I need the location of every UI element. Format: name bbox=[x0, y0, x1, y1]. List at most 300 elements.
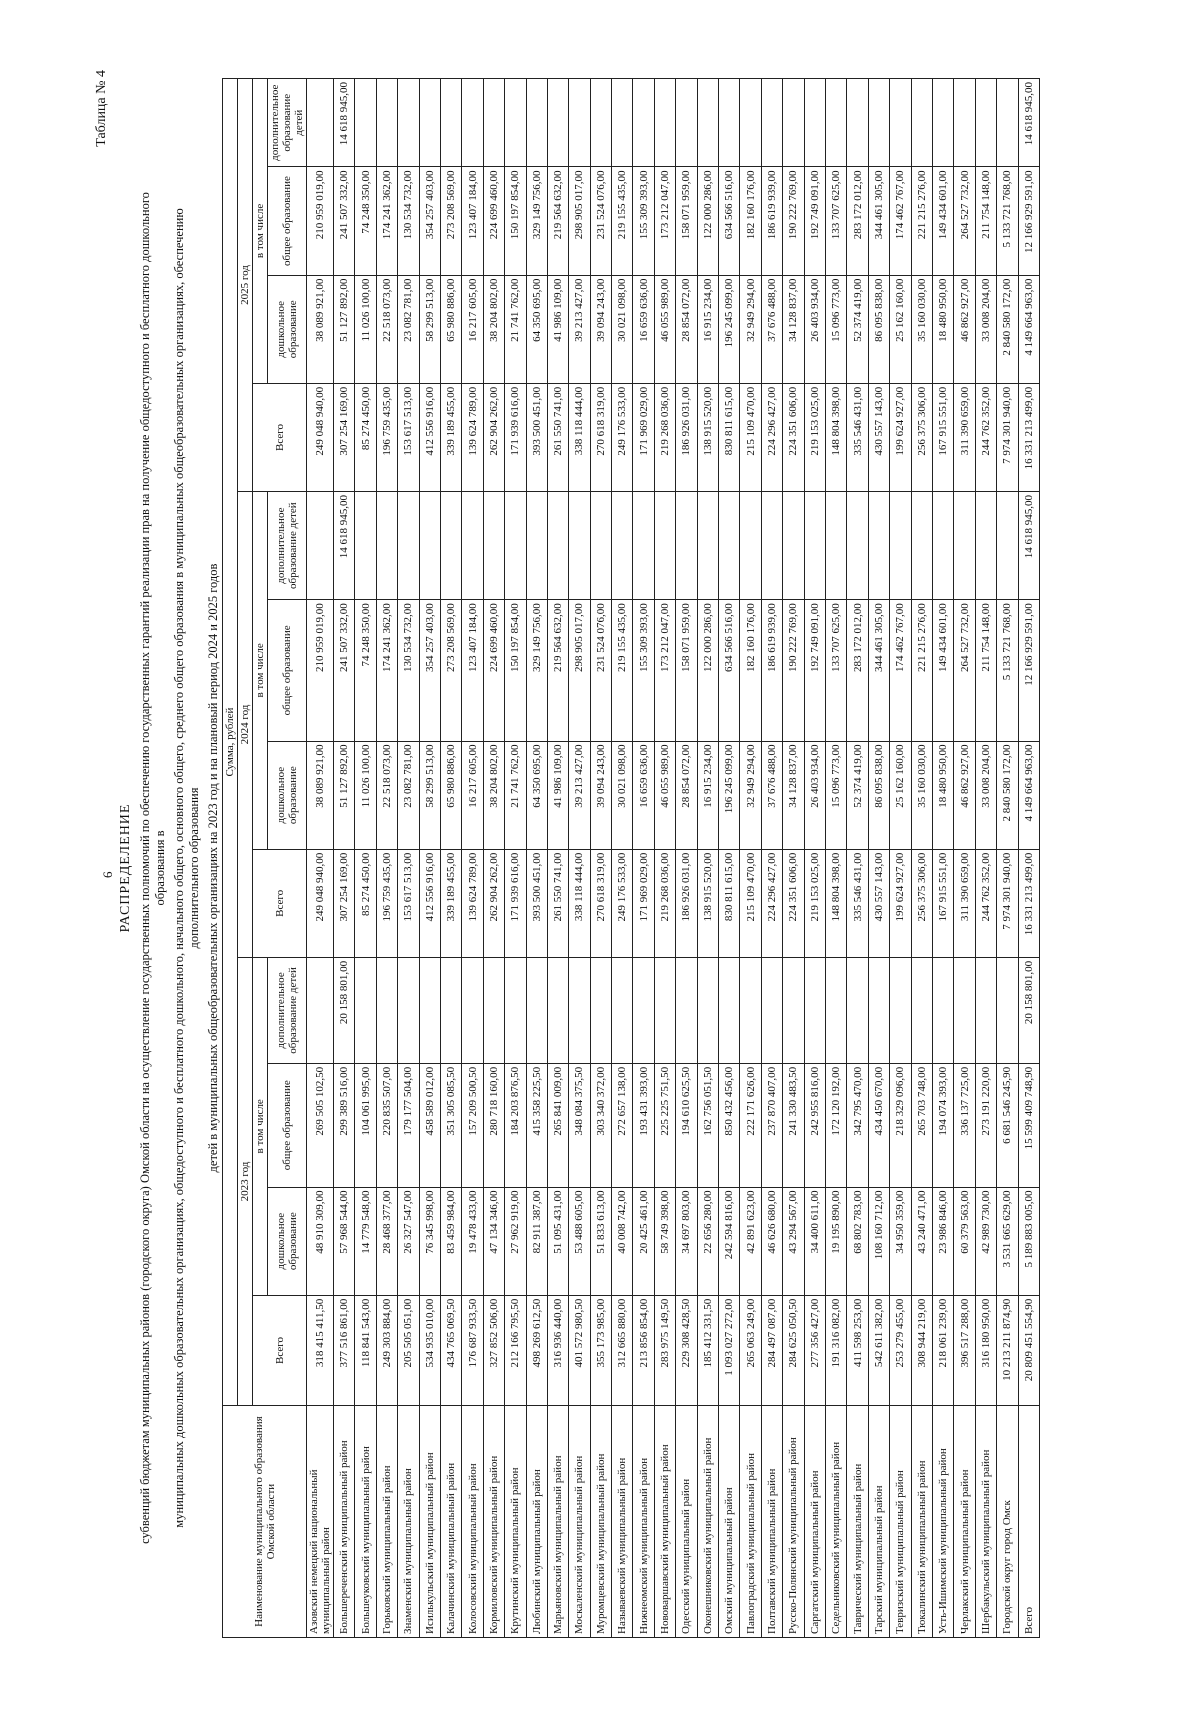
amount-cell bbox=[419, 79, 440, 167]
table-row bbox=[633, 79, 654, 1638]
municipality-name-cell: Одесский муниципальный район bbox=[676, 1406, 697, 1638]
amount-cell bbox=[590, 492, 611, 600]
amount-cell: 38 204 802,00 bbox=[483, 741, 504, 849]
amount-cell bbox=[761, 79, 782, 167]
amount-cell: 284 625 050,50 bbox=[783, 1295, 804, 1405]
municipality-name-cell: Саргатский муниципальный район bbox=[804, 1406, 825, 1638]
amount-cell bbox=[398, 79, 419, 167]
amount-cell bbox=[440, 79, 461, 167]
amount-cell: 130 534 732,00 bbox=[398, 167, 419, 275]
amount-cell: 401 572 980,50 bbox=[569, 1295, 590, 1405]
table-number: Таблица № 4 bbox=[94, 70, 109, 147]
amount-cell: 186 619 939,00 bbox=[761, 600, 782, 741]
amount-cell: 280 718 160,00 bbox=[483, 1063, 504, 1187]
amount-cell: 15 599 409 748,90 bbox=[1018, 1063, 1039, 1187]
amount-cell: 47 134 346,00 bbox=[483, 1187, 504, 1295]
amount-cell: 308 944 219,00 bbox=[911, 1295, 932, 1405]
amount-cell: 272 657 138,00 bbox=[612, 1063, 633, 1187]
amount-cell: 412 556 916,00 bbox=[419, 849, 440, 957]
amount-cell bbox=[868, 79, 889, 167]
amount-cell: 225 225 751,50 bbox=[654, 1063, 675, 1187]
amount-cell: 222 171 626,00 bbox=[740, 1063, 761, 1187]
table-row bbox=[547, 79, 568, 1638]
amount-cell: 122 000 286,00 bbox=[697, 600, 718, 741]
amount-cell bbox=[911, 492, 932, 600]
amount-cell: 25 162 160,00 bbox=[890, 741, 911, 849]
municipality-name-cell: Русско-Полянский муниципальный район bbox=[783, 1406, 804, 1638]
amount-cell: 133 707 625,00 bbox=[825, 600, 846, 741]
amount-cell: 20 158 801,00 bbox=[334, 957, 355, 1063]
table-row bbox=[440, 79, 461, 1638]
amount-cell bbox=[590, 957, 611, 1063]
municipality-name-cell: Крутинский муниципальный район bbox=[505, 1406, 526, 1638]
amount-cell: 82 911 387,00 bbox=[526, 1187, 547, 1295]
amount-cell bbox=[890, 957, 911, 1063]
amount-cell: 342 795 470,00 bbox=[847, 1063, 868, 1187]
amount-cell: 219 155 435,00 bbox=[612, 600, 633, 741]
amount-cell bbox=[975, 492, 996, 600]
table-row bbox=[398, 79, 419, 1638]
amount-cell: 64 350 695,00 bbox=[526, 275, 547, 383]
amount-cell: 7 974 301 940,00 bbox=[997, 383, 1018, 491]
amount-cell: 65 980 886,00 bbox=[440, 275, 461, 383]
amount-cell bbox=[825, 957, 846, 1063]
amount-cell: 20 809 451 554,90 bbox=[1018, 1295, 1039, 1405]
amount-cell: 244 762 352,00 bbox=[975, 849, 996, 957]
amount-cell bbox=[398, 957, 419, 1063]
amount-cell: 218 329 096,00 bbox=[890, 1063, 911, 1187]
amount-cell: 18 480 950,00 bbox=[932, 741, 953, 849]
amount-cell: 224 296 427,00 bbox=[761, 383, 782, 491]
amount-cell: 2 840 580 172,00 bbox=[997, 741, 1018, 849]
table-row bbox=[419, 79, 440, 1638]
amount-cell: 262 904 262,00 bbox=[483, 383, 504, 491]
amount-cell: 284 497 087,00 bbox=[761, 1295, 782, 1405]
amount-cell bbox=[868, 957, 889, 1063]
column-header-total: Всего bbox=[253, 849, 307, 957]
amount-cell: 33 008 204,00 bbox=[975, 741, 996, 849]
amount-cell: 224 699 460,00 bbox=[483, 167, 504, 275]
amount-cell: 299 389 516,00 bbox=[334, 1063, 355, 1187]
table-row bbox=[334, 79, 355, 1638]
amount-cell: 219 153 025,00 bbox=[804, 849, 825, 957]
amount-cell: 219 564 632,00 bbox=[547, 167, 568, 275]
amount-cell: 58 299 513,00 bbox=[419, 741, 440, 849]
amount-cell: 86 095 838,00 bbox=[868, 741, 889, 849]
column-header-preschool: дошкольное образование bbox=[268, 741, 307, 849]
amount-cell bbox=[676, 957, 697, 1063]
amount-cell: 26 327 547,00 bbox=[398, 1187, 419, 1295]
amount-cell bbox=[547, 492, 568, 600]
amount-cell: 277 356 427,00 bbox=[804, 1295, 825, 1405]
amount-cell bbox=[654, 957, 675, 1063]
amount-cell: 242 955 816,00 bbox=[804, 1063, 825, 1187]
amount-cell: 256 375 306,00 bbox=[911, 383, 932, 491]
amount-cell: 190 222 769,00 bbox=[783, 167, 804, 275]
amount-cell: 261 550 741,00 bbox=[547, 383, 568, 491]
amount-cell: 335 546 431,00 bbox=[847, 383, 868, 491]
amount-cell bbox=[505, 492, 526, 600]
amount-cell: 40 008 742,00 bbox=[612, 1187, 633, 1295]
amount-cell: 186 926 031,00 bbox=[676, 383, 697, 491]
amount-cell bbox=[462, 79, 483, 167]
amount-cell: 215 109 470,00 bbox=[740, 383, 761, 491]
amount-cell: 2 840 580 172,00 bbox=[997, 275, 1018, 383]
amount-cell: 458 589 012,00 bbox=[419, 1063, 440, 1187]
table-row bbox=[740, 79, 761, 1638]
amount-cell: 21 741 762,00 bbox=[505, 275, 526, 383]
amount-cell bbox=[740, 957, 761, 1063]
amount-cell bbox=[526, 957, 547, 1063]
amount-cell: 167 915 551,00 bbox=[932, 383, 953, 491]
table-row bbox=[376, 79, 397, 1638]
amount-cell: 148 804 398,00 bbox=[825, 383, 846, 491]
amount-cell: 329 149 756,00 bbox=[526, 600, 547, 741]
amount-cell: 194 610 625,50 bbox=[676, 1063, 697, 1187]
amount-cell bbox=[526, 492, 547, 600]
municipality-name-cell: Марьяновский муниципальный район bbox=[547, 1406, 568, 1638]
amount-cell: 86 095 838,00 bbox=[868, 275, 889, 383]
amount-cell: 108 160 712,00 bbox=[868, 1187, 889, 1295]
amount-cell: 42 989 730,00 bbox=[975, 1187, 996, 1295]
amount-cell: 12 166 929 591,00 bbox=[1018, 600, 1039, 741]
amount-cell: 16 915 234,00 bbox=[697, 741, 718, 849]
amount-cell bbox=[868, 492, 889, 600]
amount-cell: 193 431 393,00 bbox=[633, 1063, 654, 1187]
amount-cell: 211 754 148,00 bbox=[975, 167, 996, 275]
amount-cell: 220 835 507,00 bbox=[376, 1063, 397, 1187]
table-row bbox=[505, 79, 526, 1638]
amount-cell: 335 546 431,00 bbox=[847, 849, 868, 957]
municipality-name-cell: Тевризский муниципальный район bbox=[890, 1406, 911, 1638]
amount-cell: 210 959 019,00 bbox=[307, 600, 334, 741]
amount-cell: 37 676 488,00 bbox=[761, 275, 782, 383]
amount-cell: 139 624 789,00 bbox=[462, 849, 483, 957]
municipality-name-cell: Нижнеомский муниципальный район bbox=[633, 1406, 654, 1638]
amount-cell bbox=[398, 492, 419, 600]
amount-cell: 354 257 403,00 bbox=[419, 167, 440, 275]
amount-cell: 43 240 471,00 bbox=[911, 1187, 932, 1295]
municipality-name-cell: Таврический муниципальный район bbox=[847, 1406, 868, 1638]
amount-cell: 11 026 100,00 bbox=[355, 275, 376, 383]
amount-cell bbox=[612, 492, 633, 600]
amount-cell: 634 566 516,00 bbox=[719, 600, 740, 741]
amount-cell: 307 254 169,00 bbox=[334, 849, 355, 957]
amount-cell: 270 618 319,00 bbox=[590, 849, 611, 957]
amount-cell bbox=[612, 957, 633, 1063]
amount-cell bbox=[590, 79, 611, 167]
amount-cell: 167 915 551,00 bbox=[932, 849, 953, 957]
municipality-name-cell: Горьковский муниципальный район bbox=[376, 1406, 397, 1638]
amount-cell bbox=[890, 79, 911, 167]
amount-cell: 199 624 927,00 bbox=[890, 849, 911, 957]
amount-cell bbox=[569, 957, 590, 1063]
amount-cell: 298 905 017,00 bbox=[569, 167, 590, 275]
amount-cell: 20 158 801,00 bbox=[1018, 957, 1039, 1063]
amount-cell: 344 461 305,00 bbox=[868, 167, 889, 275]
amount-cell: 4 149 664 963,00 bbox=[1018, 741, 1039, 849]
municipality-name-cell: Оконешниковский муниципальный район bbox=[697, 1406, 718, 1638]
amount-cell bbox=[847, 79, 868, 167]
amount-cell bbox=[483, 957, 504, 1063]
amount-cell: 23 082 781,00 bbox=[398, 275, 419, 383]
amount-cell: 46 862 927,00 bbox=[954, 275, 975, 383]
amount-cell: 32 949 294,00 bbox=[740, 741, 761, 849]
amount-cell bbox=[783, 79, 804, 167]
amount-cell bbox=[440, 957, 461, 1063]
table-row bbox=[847, 79, 868, 1638]
municipality-name-cell: Знаменский муниципальный район bbox=[398, 1406, 419, 1638]
amount-cell: 41 986 109,00 bbox=[547, 275, 568, 383]
municipality-name-cell: Полтавский муниципальный район bbox=[761, 1406, 782, 1638]
municipality-name-cell: Городской округ город Омск bbox=[997, 1406, 1018, 1638]
amount-cell bbox=[697, 492, 718, 600]
amount-cell: 430 557 143,00 bbox=[868, 849, 889, 957]
amount-cell: 28 854 072,00 bbox=[676, 275, 697, 383]
column-header-additional: дополнительное образование детей bbox=[268, 957, 307, 1063]
amount-cell: 283 172 012,00 bbox=[847, 600, 868, 741]
amount-cell bbox=[654, 492, 675, 600]
amount-cell bbox=[569, 492, 590, 600]
amount-cell: 60 379 563,00 bbox=[954, 1187, 975, 1295]
amount-cell bbox=[547, 79, 568, 167]
amount-cell: 194 074 393,00 bbox=[932, 1063, 953, 1187]
amount-cell: 377 516 861,00 bbox=[334, 1295, 355, 1405]
amount-cell: 184 203 876,50 bbox=[505, 1063, 526, 1187]
amount-cell bbox=[633, 492, 654, 600]
amount-cell: 16 659 636,00 bbox=[633, 741, 654, 849]
amount-cell: 153 617 513,00 bbox=[398, 849, 419, 957]
amount-cell: 15 096 773,00 bbox=[825, 741, 846, 849]
column-header-including: в том числе bbox=[253, 79, 268, 384]
amount-cell: 634 566 516,00 bbox=[719, 167, 740, 275]
amount-cell: 215 109 470,00 bbox=[740, 849, 761, 957]
amount-cell: 39 094 243,00 bbox=[590, 741, 611, 849]
amount-cell: 34 697 803,00 bbox=[676, 1187, 697, 1295]
amount-cell: 348 084 375,50 bbox=[569, 1063, 590, 1187]
amount-cell: 179 177 504,00 bbox=[398, 1063, 419, 1187]
amount-cell: 249 176 533,00 bbox=[612, 849, 633, 957]
amount-cell bbox=[676, 79, 697, 167]
amount-cell: 52 374 419,00 bbox=[847, 741, 868, 849]
amount-cell bbox=[355, 79, 376, 167]
amount-cell: 174 462 767,00 bbox=[890, 167, 911, 275]
amount-cell: 190 222 769,00 bbox=[783, 600, 804, 741]
municipality-name-cell: Седельниковский муниципальный район bbox=[825, 1406, 846, 1638]
amount-cell: 229 308 428,50 bbox=[676, 1295, 697, 1405]
amount-cell bbox=[719, 79, 740, 167]
municipality-name-cell: Тюкалинский муниципальный район bbox=[911, 1406, 932, 1638]
amount-cell: 219 155 435,00 bbox=[612, 167, 633, 275]
amount-cell bbox=[462, 492, 483, 600]
amount-cell: 273 208 569,00 bbox=[440, 600, 461, 741]
amount-cell: 534 935 010,00 bbox=[419, 1295, 440, 1405]
amount-cell: 10 213 211 874,90 bbox=[997, 1295, 1018, 1405]
amount-cell bbox=[697, 79, 718, 167]
amount-cell: 39 213 427,00 bbox=[569, 741, 590, 849]
amount-cell: 48 910 309,00 bbox=[307, 1187, 334, 1295]
amount-cell: 162 756 051,50 bbox=[697, 1063, 718, 1187]
amount-cell bbox=[847, 957, 868, 1063]
amount-cell: 393 500 451,00 bbox=[526, 849, 547, 957]
amount-cell: 172 120 192,00 bbox=[825, 1063, 846, 1187]
amount-cell: 241 507 332,00 bbox=[334, 167, 355, 275]
amount-cell: 22 656 280,00 bbox=[697, 1187, 718, 1295]
amount-cell: 123 407 184,00 bbox=[462, 600, 483, 741]
amount-cell: 65 980 886,00 bbox=[440, 741, 461, 849]
document-subtitle-line: детей в муниципальных общеобразовательных организациях на 2023 год и на плановый период 2024 и 2025 годов bbox=[206, 563, 220, 1173]
amount-cell bbox=[761, 492, 782, 600]
amount-cell: 16 915 234,00 bbox=[697, 275, 718, 383]
amount-cell: 150 197 854,00 bbox=[505, 167, 526, 275]
amount-cell: 186 926 031,00 bbox=[676, 849, 697, 957]
amount-cell: 412 556 916,00 bbox=[419, 383, 440, 491]
amount-cell bbox=[783, 492, 804, 600]
amount-cell bbox=[526, 79, 547, 167]
amount-cell: 153 617 513,00 bbox=[398, 383, 419, 491]
amount-cell: 130 534 732,00 bbox=[398, 600, 419, 741]
amount-cell: 249 048 940,00 bbox=[307, 383, 334, 491]
amount-cell: 19 195 890,00 bbox=[825, 1187, 846, 1295]
amount-cell: 123 407 184,00 bbox=[462, 167, 483, 275]
amount-cell bbox=[740, 492, 761, 600]
amount-cell: 138 915 520,00 bbox=[697, 383, 718, 491]
amount-cell bbox=[376, 957, 397, 1063]
amount-cell: 396 517 288,00 bbox=[954, 1295, 975, 1405]
table-row bbox=[825, 79, 846, 1638]
amount-cell: 14 618 945,00 bbox=[334, 492, 355, 600]
amount-cell: 318 415 411,50 bbox=[307, 1295, 334, 1405]
amount-cell: 85 274 450,00 bbox=[355, 849, 376, 957]
amount-cell: 28 468 377,00 bbox=[376, 1187, 397, 1295]
amount-cell: 351 305 085,50 bbox=[440, 1063, 461, 1187]
amount-cell bbox=[697, 957, 718, 1063]
amount-cell: 118 841 543,00 bbox=[355, 1295, 376, 1405]
amount-cell: 224 699 460,00 bbox=[483, 600, 504, 741]
amount-cell: 35 160 030,00 bbox=[911, 741, 932, 849]
amount-cell: 14 618 945,00 bbox=[1018, 79, 1039, 167]
amount-cell: 199 624 927,00 bbox=[890, 383, 911, 491]
column-header-total: Всего bbox=[253, 1295, 307, 1405]
amount-cell: 19 478 433,00 bbox=[462, 1187, 483, 1295]
amount-cell: 434 450 670,00 bbox=[868, 1063, 889, 1187]
document-title-block bbox=[118, 178, 221, 1558]
amount-cell: 64 350 695,00 bbox=[526, 741, 547, 849]
page-number: 6 bbox=[100, 871, 115, 878]
amount-cell bbox=[307, 492, 334, 600]
amount-cell: 158 071 959,00 bbox=[676, 167, 697, 275]
column-header-year-2025: 2025 год bbox=[238, 79, 253, 492]
amount-cell: 273 208 569,00 bbox=[440, 167, 461, 275]
amount-cell: 52 374 419,00 bbox=[847, 275, 868, 383]
amount-cell: 35 160 030,00 bbox=[911, 275, 932, 383]
amount-cell bbox=[932, 79, 953, 167]
amount-cell bbox=[761, 957, 782, 1063]
amount-cell: 196 245 099,00 bbox=[719, 741, 740, 849]
document-title: РАСПРЕДЕЛЕНИЕ bbox=[118, 803, 133, 933]
amount-cell: 11 026 100,00 bbox=[355, 741, 376, 849]
table-row bbox=[868, 79, 889, 1638]
amount-cell: 38 204 802,00 bbox=[483, 275, 504, 383]
amount-cell bbox=[911, 79, 932, 167]
amount-cell: 338 118 444,00 bbox=[569, 383, 590, 491]
amount-cell: 218 061 239,00 bbox=[932, 1295, 953, 1405]
amount-cell: 219 268 036,00 bbox=[654, 849, 675, 957]
amount-cell: 51 127 892,00 bbox=[334, 741, 355, 849]
amount-cell: 21 741 762,00 bbox=[505, 741, 526, 849]
column-header-total: Всего bbox=[253, 383, 307, 491]
amount-cell bbox=[419, 957, 440, 1063]
amount-cell: 329 149 756,00 bbox=[526, 167, 547, 275]
amount-cell: 269 505 102,50 bbox=[307, 1063, 334, 1187]
amount-cell: 14 779 548,00 bbox=[355, 1187, 376, 1295]
municipality-name-cell: Шербакульский муниципальный район bbox=[975, 1406, 996, 1638]
amount-cell: 316 180 950,00 bbox=[975, 1295, 996, 1405]
amount-cell: 26 403 934,00 bbox=[804, 275, 825, 383]
amount-cell: 355 173 985,00 bbox=[590, 1295, 611, 1405]
municipality-name-cell: Москаленский муниципальный район bbox=[569, 1406, 590, 1638]
amount-cell: 171 969 029,00 bbox=[633, 383, 654, 491]
amount-cell: 174 241 362,00 bbox=[376, 600, 397, 741]
amount-cell: 237 870 407,00 bbox=[761, 1063, 782, 1187]
amount-cell: 39 094 243,00 bbox=[590, 275, 611, 383]
amount-cell bbox=[911, 957, 932, 1063]
amount-cell: 22 518 073,00 bbox=[376, 275, 397, 383]
amount-cell: 171 969 029,00 bbox=[633, 849, 654, 957]
amount-cell: 338 118 444,00 bbox=[569, 849, 590, 957]
amount-cell bbox=[676, 492, 697, 600]
amount-cell bbox=[740, 79, 761, 167]
amount-cell: 74 248 350,00 bbox=[355, 600, 376, 741]
amount-cell: 20 425 461,00 bbox=[633, 1187, 654, 1295]
amount-cell: 68 802 783,00 bbox=[847, 1187, 868, 1295]
amount-cell: 30 021 098,00 bbox=[612, 741, 633, 849]
amount-cell: 205 505 051,00 bbox=[398, 1295, 419, 1405]
amount-cell bbox=[975, 79, 996, 167]
amount-cell: 307 254 169,00 bbox=[334, 383, 355, 491]
amount-cell: 46 626 680,00 bbox=[761, 1187, 782, 1295]
amount-cell: 74 248 350,00 bbox=[355, 167, 376, 275]
municipality-name-cell: Называевский муниципальный район bbox=[612, 1406, 633, 1638]
amount-cell: 41 986 109,00 bbox=[547, 741, 568, 849]
amount-cell: 76 345 998,00 bbox=[419, 1187, 440, 1295]
amount-cell: 264 527 732,00 bbox=[954, 167, 975, 275]
amount-cell: 192 749 091,00 bbox=[804, 167, 825, 275]
table-row bbox=[307, 79, 334, 1638]
amount-cell: 249 048 940,00 bbox=[307, 849, 334, 957]
amount-cell: 344 461 305,00 bbox=[868, 600, 889, 741]
amount-cell: 244 762 352,00 bbox=[975, 383, 996, 491]
column-header-including: в том числе bbox=[253, 492, 268, 850]
amount-cell bbox=[462, 957, 483, 1063]
amount-cell: 43 294 567,00 bbox=[783, 1187, 804, 1295]
amount-cell: 85 274 450,00 bbox=[355, 383, 376, 491]
amount-cell bbox=[505, 79, 526, 167]
amount-cell: 224 351 606,00 bbox=[783, 849, 804, 957]
municipality-name-cell: Нововаршавский муниципальный район bbox=[654, 1406, 675, 1638]
amount-cell: 37 676 488,00 bbox=[761, 741, 782, 849]
amount-cell: 34 128 837,00 bbox=[783, 741, 804, 849]
amount-cell: 185 412 331,50 bbox=[697, 1295, 718, 1405]
amount-cell: 22 518 073,00 bbox=[376, 741, 397, 849]
amount-cell: 415 358 225,50 bbox=[526, 1063, 547, 1187]
column-header-preschool: дошкольное образование bbox=[268, 275, 307, 383]
amount-cell bbox=[719, 957, 740, 1063]
amount-cell bbox=[804, 79, 825, 167]
amount-cell: 104 061 995,00 bbox=[355, 1063, 376, 1187]
amount-cell: 182 160 176,00 bbox=[740, 600, 761, 741]
amount-cell bbox=[633, 79, 654, 167]
